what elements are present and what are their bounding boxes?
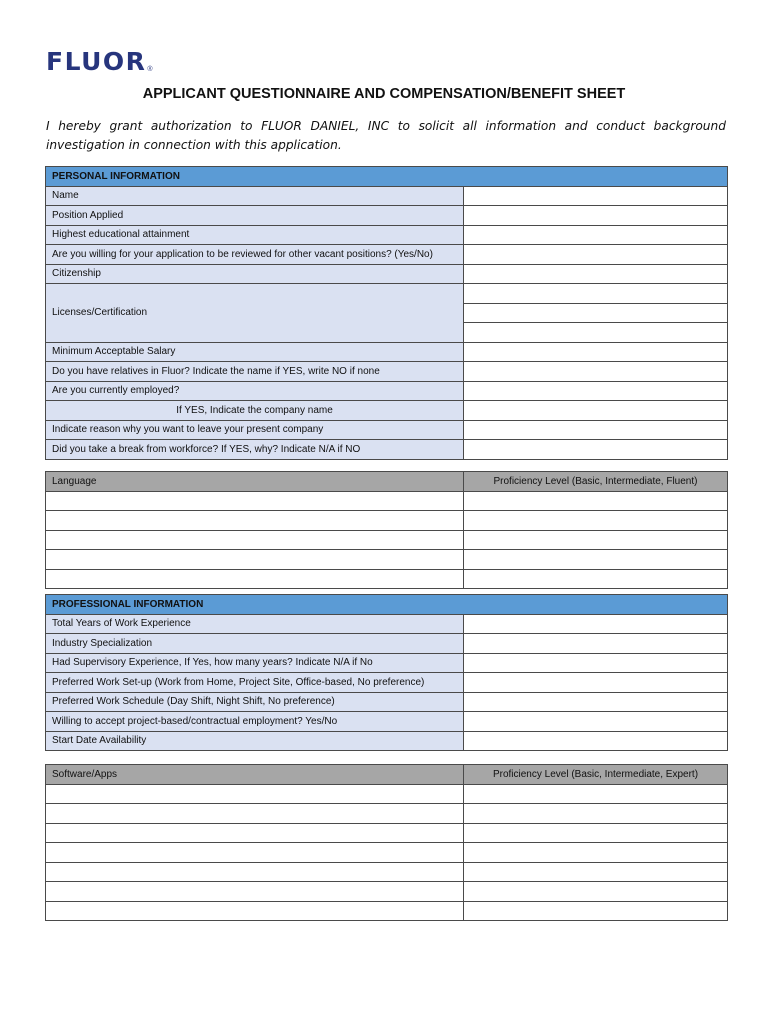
contractual-label: Willing to accept project-based/contractual employment? Yes/No bbox=[46, 712, 464, 732]
personal-information-table bbox=[45, 166, 728, 460]
software-table bbox=[45, 764, 728, 921]
language-field-3[interactable] bbox=[46, 530, 464, 550]
table-row bbox=[46, 843, 728, 863]
work-setup-label: Preferred Work Set-up (Work from Home, Project Site, Office-based, No preference) bbox=[46, 673, 464, 693]
work-schedule-label: Preferred Work Schedule (Day Shift, Night Shift, No preference) bbox=[46, 692, 464, 712]
software-field-1[interactable] bbox=[46, 784, 464, 804]
table-row bbox=[46, 362, 728, 382]
page-title: APPLICANT QUESTIONNAIRE AND COMPENSATION/BENEFIT SHEET bbox=[142, 86, 626, 102]
table-row bbox=[46, 569, 728, 589]
language-proficiency-field-2[interactable] bbox=[464, 511, 728, 531]
table-row bbox=[46, 225, 728, 245]
table-row bbox=[46, 186, 728, 206]
table-row bbox=[46, 634, 728, 654]
table-row bbox=[46, 882, 728, 902]
employed-field[interactable] bbox=[464, 381, 728, 401]
language-field-1[interactable] bbox=[46, 491, 464, 511]
education-field[interactable] bbox=[464, 225, 728, 245]
professional-header-row bbox=[46, 595, 728, 615]
table-row bbox=[46, 401, 728, 421]
education-label: Highest educational attainment bbox=[46, 225, 464, 245]
software-field-6[interactable] bbox=[46, 882, 464, 902]
position-applied-field[interactable] bbox=[464, 206, 728, 226]
software-proficiency-header: Proficiency Level (Basic, Intermediate, Expert) bbox=[464, 765, 728, 785]
fluor-logo bbox=[46, 44, 153, 74]
table-row bbox=[46, 653, 728, 673]
personal-information-header: PERSONAL INFORMATION bbox=[46, 167, 728, 187]
company-name-field[interactable] bbox=[464, 401, 728, 421]
other-positions-label: Are you willing for your application to be reviewed for other vacant positions? (Yes/No) bbox=[46, 245, 464, 265]
language-header-row bbox=[46, 472, 728, 492]
table-row bbox=[46, 420, 728, 440]
language-proficiency-field-5[interactable] bbox=[464, 569, 728, 589]
table-row bbox=[46, 284, 728, 304]
table-row bbox=[46, 673, 728, 693]
software-header-row bbox=[46, 765, 728, 785]
name-field[interactable] bbox=[464, 186, 728, 206]
supervisory-label: Had Supervisory Experience, If Yes, how many years? Indicate N/A if No bbox=[46, 653, 464, 673]
language-proficiency-header: Proficiency Level (Basic, Intermediate, Fluent) bbox=[464, 472, 728, 492]
experience-years-field[interactable] bbox=[464, 614, 728, 634]
start-date-field[interactable] bbox=[464, 731, 728, 751]
language-field-4[interactable] bbox=[46, 550, 464, 570]
language-proficiency-field-4[interactable] bbox=[464, 550, 728, 570]
software-proficiency-field-4[interactable] bbox=[464, 843, 728, 863]
experience-years-label: Total Years of Work Experience bbox=[46, 614, 464, 634]
name-label: Name bbox=[46, 186, 464, 206]
table-row bbox=[46, 381, 728, 401]
table-row bbox=[46, 901, 728, 921]
software-proficiency-field-1[interactable] bbox=[464, 784, 728, 804]
software-header: Software/Apps bbox=[46, 765, 464, 785]
table-row bbox=[46, 440, 728, 460]
table-row bbox=[46, 712, 728, 732]
software-field-5[interactable] bbox=[46, 862, 464, 882]
table-row bbox=[46, 530, 728, 550]
other-positions-field[interactable] bbox=[464, 245, 728, 265]
contractual-field[interactable] bbox=[464, 712, 728, 732]
language-proficiency-field-3[interactable] bbox=[464, 530, 728, 550]
position-applied-label: Position Applied bbox=[46, 206, 464, 226]
industry-field[interactable] bbox=[464, 634, 728, 654]
workforce-break-field[interactable] bbox=[464, 440, 728, 460]
language-field-2[interactable] bbox=[46, 511, 464, 531]
start-date-label: Start Date Availability bbox=[46, 731, 464, 751]
relatives-label: Do you have relatives in Fluor? Indicate the name if YES, write NO if none bbox=[46, 362, 464, 382]
leave-reason-label: Indicate reason why you want to leave your present company bbox=[46, 420, 464, 440]
professional-information-header: PROFESSIONAL INFORMATION bbox=[46, 595, 728, 615]
citizenship-label: Citizenship bbox=[46, 264, 464, 284]
work-schedule-field[interactable] bbox=[464, 692, 728, 712]
authorization-statement: I hereby grant authorization to FLUOR DANIEL, INC to solicit all information and conduct background investigation in connection with this application. bbox=[46, 119, 726, 152]
table-row bbox=[46, 245, 728, 265]
licenses-label: Licenses/Certification bbox=[46, 284, 464, 343]
personal-header-row bbox=[46, 167, 728, 187]
table-row bbox=[46, 784, 728, 804]
software-proficiency-field-6[interactable] bbox=[464, 882, 728, 902]
workforce-break-label: Did you take a break from workforce? If YES, why? Indicate N/A if NO bbox=[46, 440, 464, 460]
software-proficiency-field-2[interactable] bbox=[464, 804, 728, 824]
supervisory-field[interactable] bbox=[464, 653, 728, 673]
work-setup-field[interactable] bbox=[464, 673, 728, 693]
table-row bbox=[46, 491, 728, 511]
software-field-3[interactable] bbox=[46, 823, 464, 843]
language-field-5[interactable] bbox=[46, 569, 464, 589]
software-proficiency-field-7[interactable] bbox=[464, 901, 728, 921]
logo-text: FLUOR bbox=[46, 47, 147, 76]
citizenship-field[interactable] bbox=[464, 264, 728, 284]
table-row bbox=[46, 731, 728, 751]
software-field-2[interactable] bbox=[46, 804, 464, 824]
language-table bbox=[45, 471, 728, 589]
table-row bbox=[46, 511, 728, 531]
software-proficiency-field-3[interactable] bbox=[464, 823, 728, 843]
language-proficiency-field-1[interactable] bbox=[464, 491, 728, 511]
license-field-3[interactable] bbox=[464, 323, 728, 343]
registered-mark: ® bbox=[147, 66, 153, 73]
leave-reason-field[interactable] bbox=[464, 420, 728, 440]
license-field-2[interactable] bbox=[464, 303, 728, 323]
relatives-field[interactable] bbox=[464, 362, 728, 382]
license-field-1[interactable] bbox=[464, 284, 728, 304]
company-name-label: If YES, Indicate the company name bbox=[46, 401, 464, 421]
table-row bbox=[46, 206, 728, 226]
software-field-4[interactable] bbox=[46, 843, 464, 863]
software-proficiency-field-5[interactable] bbox=[464, 862, 728, 882]
table-row bbox=[46, 342, 728, 362]
industry-label: Industry Specialization bbox=[46, 634, 464, 654]
table-row bbox=[46, 804, 728, 824]
table-row bbox=[46, 862, 728, 882]
table-row bbox=[46, 614, 728, 634]
language-header: Language bbox=[46, 472, 464, 492]
salary-label: Minimum Acceptable Salary bbox=[46, 342, 464, 362]
table-row bbox=[46, 264, 728, 284]
salary-field[interactable] bbox=[464, 342, 728, 362]
employed-label: Are you currently employed? bbox=[46, 381, 464, 401]
table-row bbox=[46, 550, 728, 570]
table-row bbox=[46, 692, 728, 712]
software-field-7[interactable] bbox=[46, 901, 464, 921]
table-row bbox=[46, 823, 728, 843]
professional-information-table bbox=[45, 594, 728, 751]
